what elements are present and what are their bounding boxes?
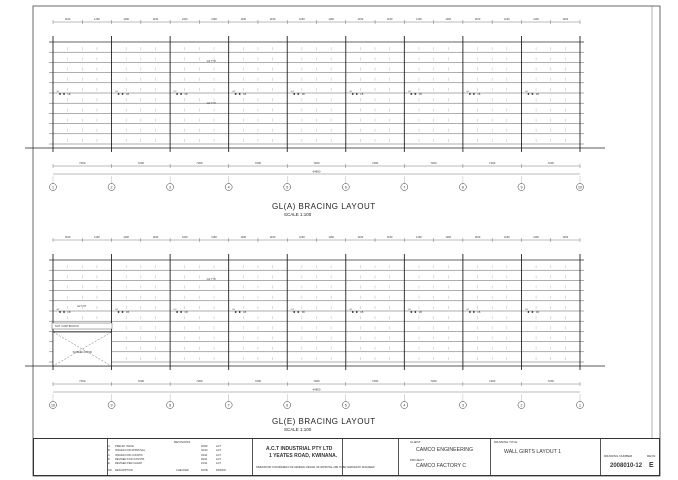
top-dimension-label: 1160 (64, 236, 71, 239)
gl-a-elevation (25, 17, 605, 191)
drawing-number-caption: DRAWING NUMBER (604, 454, 633, 458)
top-dimension-label: 1160 (386, 236, 393, 239)
revision-cell: REVISED FOR CONSTR. (115, 457, 145, 461)
revision-cell: D (108, 457, 110, 461)
screen-door-label: SCREEN DOOR (72, 351, 92, 354)
brace-tag-label: FB (301, 93, 305, 96)
revision-cell: 02/10 (201, 449, 208, 453)
bay-dimension-label: 7200 (489, 379, 496, 383)
top-dimension-label: 1160 (328, 236, 334, 239)
number-divider (600, 439, 601, 475)
view-a-scale: SCALE 1:100 (284, 212, 312, 217)
brace-tag-label: FB (477, 311, 481, 314)
brace-point (235, 311, 237, 313)
grid-bubble-label: 5 (286, 185, 289, 190)
top-dimension-label: 1160 (152, 236, 159, 239)
brace-tag-label: FB (535, 311, 539, 314)
brace-point (290, 309, 295, 313)
bay-dimension-label: 7200 (79, 161, 86, 165)
revisions-header: REVISIONS (174, 440, 191, 444)
overall-dimension-label: 64800 (312, 169, 321, 174)
client-name: CAMCO ENGINEERING (416, 447, 474, 453)
revision-cell: PRELIM. ISSUE (115, 445, 134, 448)
grid-bubble-label: 7 (403, 185, 406, 190)
revision-column-header: DRAWN (216, 469, 226, 472)
grid-bubble-label: 3 (169, 185, 172, 190)
brace-point (356, 93, 358, 95)
brace-point (122, 311, 124, 313)
brace-point (63, 311, 65, 313)
girt-tag-label: G1 (56, 309, 60, 311)
girt-tag-label: G1 (524, 309, 528, 311)
title-block (33, 438, 660, 476)
girt-tag-label: G1 (115, 91, 119, 93)
revision-cell: ACT (216, 457, 222, 461)
view-e-title: GL(E) BRACING LAYOUT (272, 417, 376, 426)
grid-bubble-label: 10 (578, 185, 582, 190)
grid-bubble-label: 4 (227, 185, 230, 190)
brace-point (173, 309, 178, 313)
drawing-title: WALL GIRTS LAYOUT 1 (504, 449, 561, 455)
bay-dimension-label: 7200 (196, 161, 203, 165)
revision-caption: REVN (647, 454, 656, 458)
top-dimension-label: 1160 (416, 18, 422, 21)
view-e-scale: SCALE 1:100 (284, 427, 312, 432)
brace-point (239, 311, 241, 313)
brace-point (118, 93, 120, 95)
revision-cell: ACT (216, 449, 222, 453)
girt-tag-label: G1 (173, 91, 177, 93)
drawing-number: 2008010-12 (610, 463, 643, 469)
revision-cell: REVISED PER CLIENT (115, 462, 143, 466)
overall-dimension-label: 64800 (312, 387, 321, 392)
company-divider (252, 439, 253, 475)
grid-bubble-label: 1 (579, 403, 581, 408)
top-dimension-label: 1160 (386, 18, 393, 21)
top-dimension-label: 1160 (504, 18, 510, 21)
brace-point (469, 311, 471, 313)
revision-cell: ISSUED FOR CONSTR. (115, 453, 144, 457)
brace-tag-label: FB (67, 93, 71, 96)
top-dimension-label: 1160 (211, 236, 217, 239)
brace-point (352, 311, 354, 313)
grid-bubble-label: 9 (110, 403, 113, 408)
drawing-title-caption: DRAWING TITLE (494, 440, 518, 444)
brace-point (122, 93, 124, 95)
grid-bubble-label: 5 (344, 403, 347, 408)
revision-cell: A (108, 445, 110, 448)
view-a-title: GL(A) BRACING LAYOUT (272, 202, 376, 211)
top-dimension-label: 1160 (562, 18, 569, 21)
drawing-title-divider (490, 439, 491, 475)
brace-tag-label: FB (243, 93, 247, 96)
checks-divider (342, 439, 343, 475)
grid-bubble-label: 7 (227, 403, 230, 408)
revision-cell: 03/11 (201, 453, 208, 457)
bay-dimension-label: 7200 (254, 161, 262, 165)
revision-column-header: DATE (201, 469, 208, 472)
top-dimension-label: 1160 (181, 236, 188, 239)
top-dimension-label: 1160 (328, 18, 334, 21)
grid-bubble-label: 3 (461, 403, 464, 408)
company-address: 1 YEATES ROAD, KWINANA. (269, 453, 338, 459)
revision-cell: ACT (216, 445, 222, 448)
brace-point (407, 91, 412, 95)
brace-tag-label: FB (418, 311, 422, 314)
bay-dimension-label: 7200 (196, 379, 203, 383)
top-dimension-label: 1160 (94, 18, 100, 21)
project-caption: PROJECT (410, 458, 425, 462)
girt-tag-label: G1 (407, 309, 411, 311)
top-dimension-label: 1160 (474, 18, 481, 21)
sht-continuous-label: SHT. CONTINUOUS (55, 325, 79, 328)
brace-tag-label: FB (301, 311, 305, 314)
brace-point (297, 93, 299, 95)
bay-dimension-label: 7200 (430, 379, 437, 383)
revision-cell: ACT (216, 462, 222, 466)
grid-bubble-label: 8 (461, 185, 464, 190)
top-dimension-label: 1160 (562, 236, 569, 239)
grid-bubble-label: 6 (344, 185, 347, 190)
brace-tag-label: FB (360, 311, 364, 314)
revision-cell: 15/11 (201, 462, 208, 466)
top-dimension-label: 1160 (474, 236, 481, 239)
grid-bubble-label: 8 (169, 403, 172, 408)
grid-bubble-label: 9 (520, 185, 523, 190)
brace-point (356, 311, 358, 313)
top-dimension-label: 1160 (357, 18, 364, 21)
bay-dimension-label: 7200 (137, 379, 144, 383)
g2-typical-tag: G2 TYP. (206, 60, 217, 63)
brace-tag-label: FB (418, 93, 422, 96)
bay-dimension-label: 7200 (430, 161, 437, 165)
top-dimension-label: 1160 (269, 236, 276, 239)
top-dimension-label: 1160 (357, 236, 364, 239)
brace-point (239, 93, 241, 95)
bay-dimension-label: 7200 (547, 161, 554, 165)
brace-tag-label: FB (243, 311, 247, 314)
girt-tag-label: G1 (173, 309, 177, 311)
brace-point (290, 91, 295, 95)
g2-typical-tag: G2 TYP. (206, 278, 217, 281)
top-dimension-label: 1160 (123, 236, 129, 239)
brace-tag-label: FB (360, 93, 364, 96)
top-dimension-label: 1160 (123, 18, 129, 21)
bay-dimension-label: 7200 (254, 379, 262, 383)
top-dimension-label: 1160 (533, 18, 539, 21)
bay-dimension-label: 7200 (313, 379, 320, 383)
company-name: A.C.T INDUSTRIAL PTY LTD (266, 446, 333, 452)
brace-point (56, 309, 61, 313)
top-dimension-label: 1160 (240, 18, 247, 21)
grid-bubble-label: 4 (403, 403, 406, 408)
girt-tag-label: G1 (232, 91, 236, 93)
brace-tag-label: FB (184, 311, 188, 314)
top-dimension-label: 1160 (94, 236, 100, 239)
bay-dimension-label: 7200 (371, 161, 379, 165)
g2-typical-tag: G2 TYP. (77, 305, 87, 308)
brace-tag-label: FB (535, 93, 539, 96)
top-dimension-label: 1160 (64, 18, 71, 21)
girt-tag-label: G1 (232, 309, 236, 311)
brace-point (528, 93, 530, 95)
gl-e-elevation (25, 235, 605, 409)
brace-point (473, 311, 475, 313)
g2-typical-tag: G2 TYP. (206, 102, 217, 105)
brace-point (352, 93, 354, 95)
top-dimension-label: 1160 (504, 236, 510, 239)
top-dimension-label: 1160 (445, 236, 452, 239)
top-dimension-label: 1160 (445, 18, 452, 21)
brace-point (469, 93, 471, 95)
revision-cell: C (108, 453, 110, 457)
revision-cell: 09/11 (201, 457, 208, 461)
brace-point (63, 93, 65, 95)
brace-tag-label: FB (126, 311, 130, 314)
revision-cell: ACT (216, 453, 222, 457)
girt-tag-label: G1 (56, 91, 60, 93)
revision-column-header: DESCRIPTION (115, 469, 133, 472)
project-name: CAMCO FACTORY C (416, 463, 467, 469)
brace-point (473, 93, 475, 95)
girt-tag-label: G1 (115, 309, 119, 311)
girt-tag-label: G1 (407, 91, 411, 93)
girt-tag-label: G1 (349, 309, 353, 311)
girt-tag-label: G1 (466, 309, 470, 311)
grid-bubble-label: 6 (286, 403, 289, 408)
brace-point (532, 311, 534, 313)
brace-tag-label: FB (184, 93, 188, 96)
top-dimension-label: 1160 (416, 236, 422, 239)
revision-table (108, 446, 252, 476)
brace-tag-label: FB (477, 93, 481, 96)
brace-point (235, 93, 237, 95)
brace-tag-label: FB (126, 93, 130, 96)
top-dimension-label: 1160 (240, 236, 247, 239)
revision-letter: E (649, 462, 654, 469)
brace-point (528, 311, 530, 313)
girt-tag-label: G1 (290, 91, 294, 93)
revision-column-header: CHECKED (176, 469, 189, 472)
top-dimension-label: 1160 (211, 18, 217, 21)
brace-tag-label: FB (67, 311, 71, 314)
top-dimension-label: 1160 (533, 236, 539, 239)
client-divider (398, 439, 399, 475)
brace-point (56, 91, 61, 95)
grid-bubble-label: 2 (520, 403, 523, 408)
brace-point (414, 93, 416, 95)
girt-tag-label: G1 (466, 91, 470, 93)
bay-dimension-label: 7200 (547, 379, 554, 383)
girt-tag-label: G1 (524, 91, 528, 93)
brace-point (180, 311, 182, 313)
bay-dimension-label: 7200 (79, 379, 86, 383)
grid-bubble-label: 2 (110, 185, 113, 190)
grid-bubble-label: 1 (52, 185, 54, 190)
revision-column-header: NO. (108, 469, 113, 472)
revision-cell: 20/09 (201, 445, 208, 448)
bay-dimension-label: 7200 (313, 161, 320, 165)
brace-point (180, 93, 182, 95)
brace-point (407, 309, 412, 313)
general-note: DIMENSIONS CONSIDERED FOR GENERAL DESIGN OR APPROVAL ARE TO BE VERIFIED BY ENGINEER (256, 466, 375, 469)
grid-bubble-label: 10 (51, 403, 55, 408)
girt-tag-label: G1 (290, 309, 294, 311)
brace-point (414, 311, 416, 313)
bay-dimension-label: 7200 (137, 161, 144, 165)
top-dimension-label: 1160 (152, 18, 159, 21)
revision-cell: ISSUED FOR APPROVAL (115, 449, 146, 453)
brace-point (118, 311, 120, 313)
revision-cell: B (108, 449, 110, 453)
bay-dimension-label: 7200 (371, 379, 379, 383)
top-dimension-label: 1160 (269, 18, 276, 21)
client-caption: CLIENT (410, 440, 421, 444)
brace-point (532, 93, 534, 95)
revision-cell: E (108, 462, 110, 466)
bay-dimension-label: 7200 (489, 161, 496, 165)
top-dimension-label: 1160 (181, 18, 188, 21)
top-dimension-label: 1160 (299, 18, 305, 21)
brace-point (297, 311, 299, 313)
brace-point (173, 91, 178, 95)
girt-tag-label: G1 (349, 91, 353, 93)
top-dimension-label: 1160 (299, 236, 305, 239)
